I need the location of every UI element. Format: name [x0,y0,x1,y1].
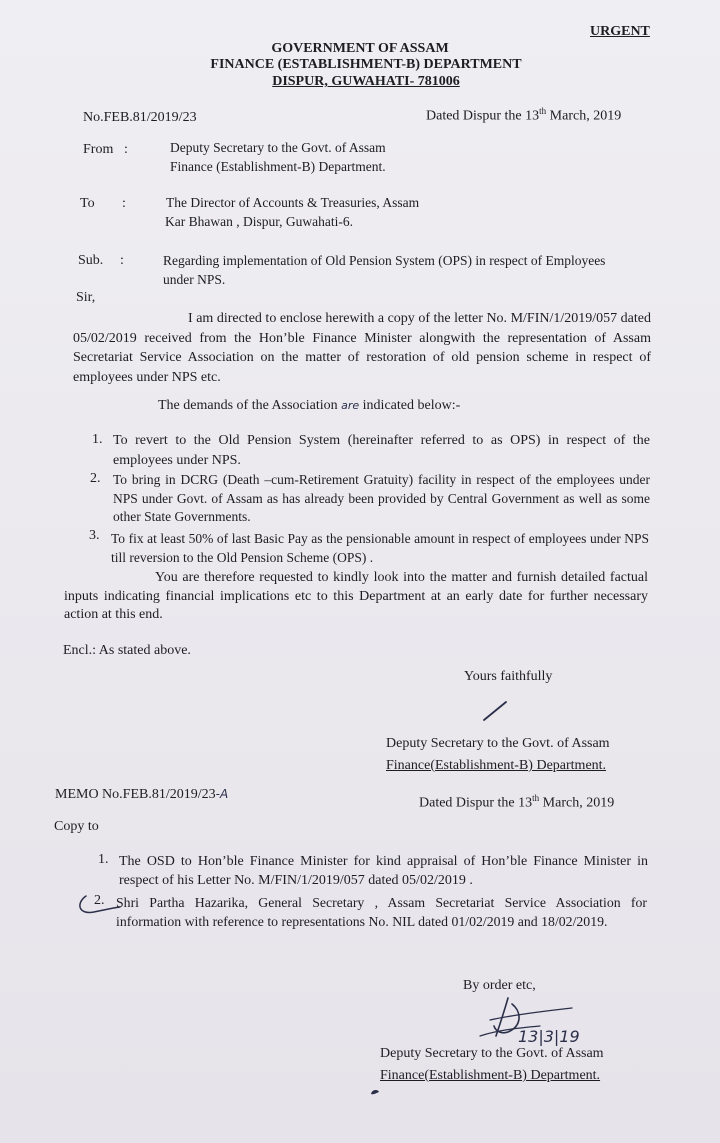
copy-1-number: 1. [98,852,109,867]
pen-dot-mark [368,1086,384,1098]
closing-phrase: Yours faithfully [464,669,553,684]
copy-2-number: 2. [94,893,105,908]
header-government: GOVERNMENT OF ASSAM [271,41,449,56]
subject-line-2: under NPS. [163,272,226,287]
salutation: Sir, [76,290,96,305]
reference-number: No.FEB.81/2019/23 [83,110,197,125]
demand-3-text: To fix at least 50% of last Basic Pay as the pensionable amount in respect of employees under NPS till reversion to the Old Pension Scheme (OPS) . [111,531,649,565]
to-line-2: Kar Bhawan , Dispur, Guwahati-6. [165,214,354,229]
request-paragraph: You are therefore requested to kindly look into the matter and furnish detailed factual inputs indicating financial implications etc to this Department at an early date for further necessary action at this end. [64,570,648,622]
subject-label: Sub. [78,253,104,268]
copy-to-label: Copy to [54,819,99,834]
body-paragraph: I am directed to enclose herewith a copy of the letter No. M/FIN/1/2019/057 dated 05/02/2019 received from the Hon’ble Finance Minister alongwith the representation of Assam Secretariat Service Association on the matter of restoration of old pension scheme in respect of employees under NPS etc. [73,311,651,385]
officer-signature [478,990,598,1048]
from-line-2: Finance (Establishment-B) Department. [170,159,386,174]
reference-date: Dated Dispur the 13th March, 2019 [426,106,622,124]
handwritten-correction: are [341,399,360,412]
header-department: FINANCE (ESTABLISHMENT-B) DEPARTMENT [210,57,522,72]
subject-line-1: Regarding implementation of Old Pension System (OPS) in respect of Employees [163,253,606,268]
signatory-1-department: Finance(Establishment-B) Department. [386,758,607,773]
memo-number: MEMO No.FEB.81/2019/23-A [55,787,229,802]
initial-stroke-mark [478,696,518,724]
to-line-1: The Director of Accounts & Treasuries, Assam [166,195,420,210]
from-label: From [83,142,114,157]
demands-intro: The demands of the Association are indicated below:- [158,398,461,413]
memo-date: Dated Dispur the 13th March, 2019 [419,793,615,811]
from-colon: : [124,142,128,157]
signatory-2-title: Deputy Secretary to the Govt. of Assam [380,1046,604,1061]
demand-1-text: To revert to the Old Pension System (hereinafter referred to as OPS) in respect of the employees under NPS. [113,433,650,468]
subject-colon: : [120,253,124,268]
urgent-label: URGENT [590,24,650,39]
demand-2-number: 2. [90,471,101,486]
by-order-phrase: By order etc, [463,978,536,993]
header-address: DISPUR, GUWAHATI- 781006 [272,74,460,89]
demand-3-number: 3. [89,528,100,543]
copy-2-text: Shri Partha Hazarika, General Secretary , Assam Secretariat Service Association for information with reference to representations No. NIL dated 01/02/2019 and 18/02/2019. [116,895,647,929]
demand-2-text: To bring in DCRG (Death –cum-Retirement Gratuity) facility in respect of the employees under NPS under Govt. of Assam as has already been provided by Central Government as well as some other State Governments. [113,472,650,524]
from-line-1: Deputy Secretary to the Govt. of Assam [170,140,386,155]
copy-1-text: The OSD to Hon’ble Finance Minister for kind appraisal of Hon’ble Finance Minister in respect of his Letter No. M/FIN/1/2019/057 dated 05/02/2019 . [119,854,648,888]
to-label: To [80,196,95,211]
signatory-2-department: Finance(Establishment-B) Department. [380,1068,601,1083]
memo-handwritten-suffix: -A [215,787,229,801]
signatory-1-title: Deputy Secretary to the Govt. of Assam [386,736,610,751]
demand-1-number: 1. [92,432,103,447]
signature-date-text: 13|3|19 [518,1027,580,1046]
enclosure-note: Encl.: As stated above. [63,643,191,658]
to-colon: : [122,196,126,211]
